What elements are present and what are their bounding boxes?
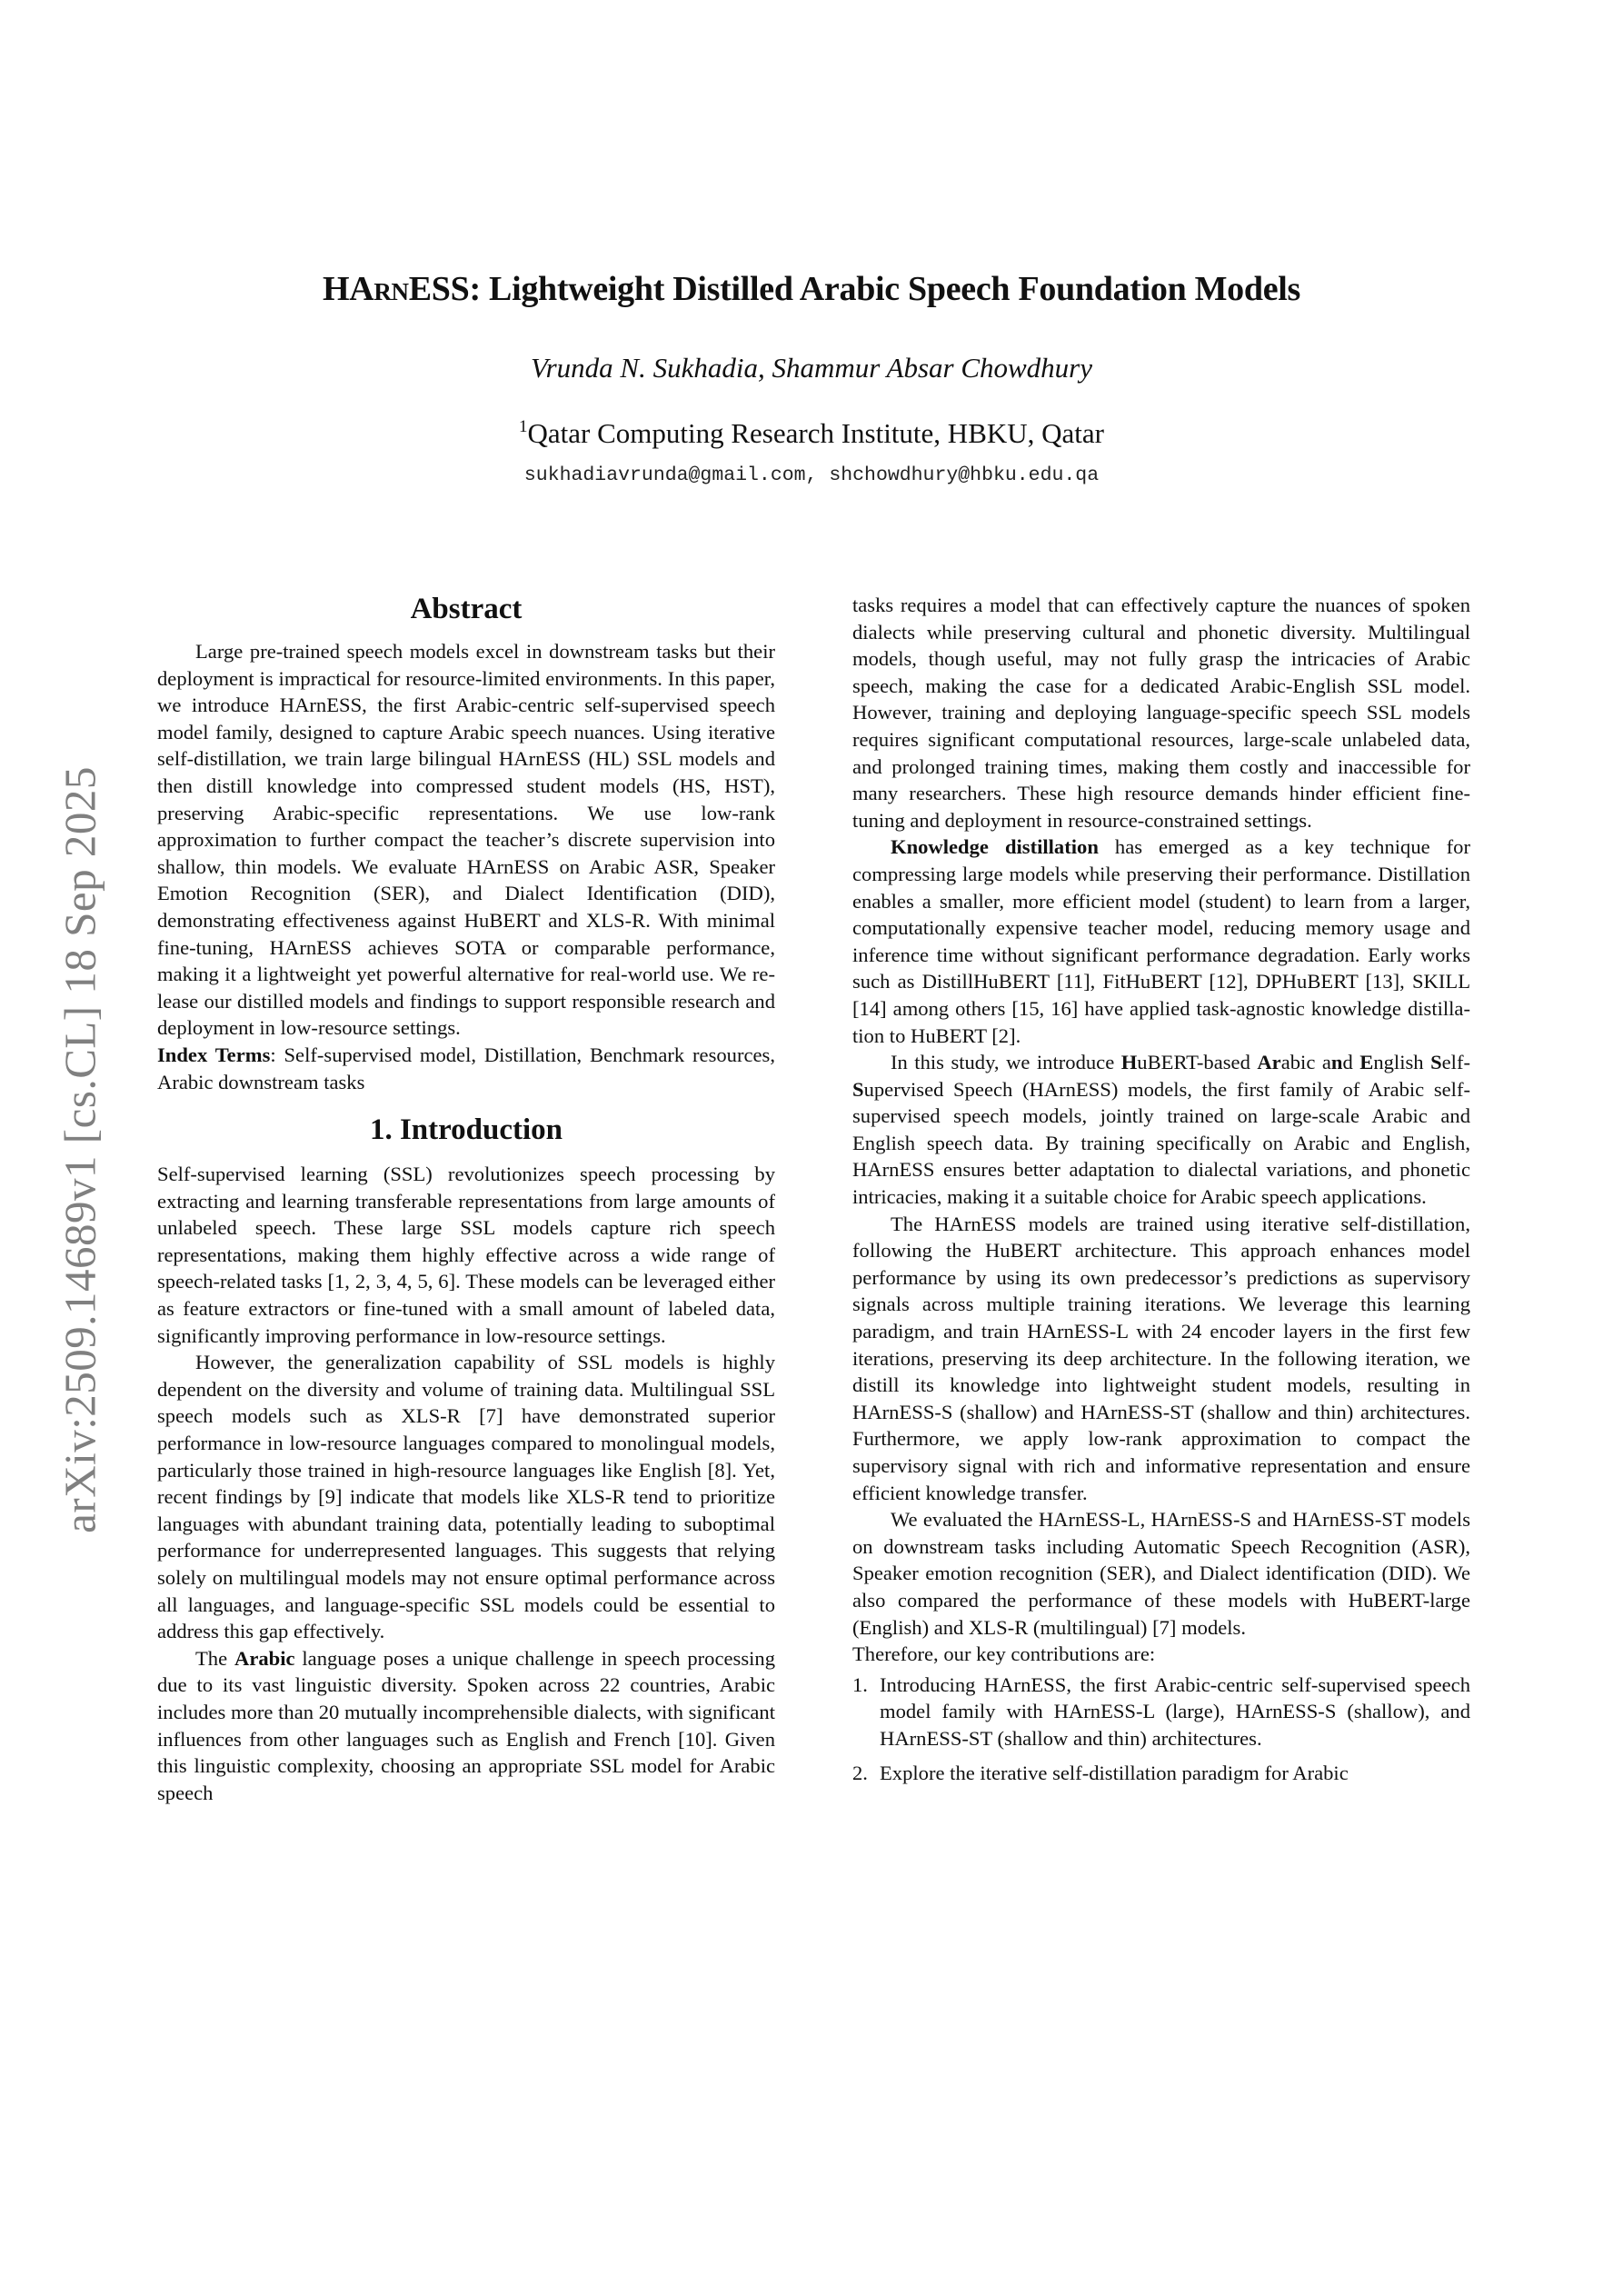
affiliation (0, 417, 1623, 450)
contribution-text: Explore the iterative self-distillation paradigm for Arabic (880, 1761, 1349, 1784)
title-acronym: HArnESS (322, 270, 470, 308)
intro-paragraph-6: The HArnESS models are trained using iterative self-distillation, following the HuBERT architecture. This approach enhances model performance by using its own predecessor’s predictions as supervisory signals across multiple training iterations. We leverage this learning paradigm, and train HArnESS-L with 24 encoder layers in the first few iterations, preserving its deep architecture. In the following iteration, we distill its knowledge into lightweight student models, resulting in HArnESS-S (shallow) and HArnESS-ST (shallow and thin) architectures. Furthermore, we apply low-rank approximation to compact the supervisory signal with rich and informative representation and ensure efficient knowledge transfer. (852, 1212, 1470, 1504)
acronym-letter: n (1330, 1051, 1343, 1074)
emphasis-arabic: Arabic (234, 1646, 295, 1670)
text-run: In this study, we introduce (891, 1051, 1121, 1074)
text-run: language poses a unique challenge in speech processing due to its vast linguistic diversity. Spoken across 22 countries, Arabic includes more than 20 mutually incomprehensible dialects, with significant influences from other languages such as English and French [10]. Given this linguistic complexity, choosing an appropriate SSL model for Arabic speech (157, 1646, 775, 1804)
intro-paragraph-3 (157, 1645, 775, 1807)
arxiv-identifier: arXiv:2509.14689v1 [cs.CL] 18 Sep 2025 (55, 766, 105, 1533)
left-column (157, 591, 775, 1806)
intro-paragraph-5 (852, 1049, 1470, 1211)
intro-paragraph-2: However, the generalization capability of SSL models is highly dependent on the diversity and volume of training data. Multilingual SSL speech models such as XLS-R [7] have demonstrated superior performance in low-resource languages compared to monolingual models, particularly those trained in high-resource languages like English [8]. Yet, recent findings by [9] indicate that models like XLS-R tend to prioritize languages with abundant training data, potentially leading to suboptimal performance for underrepresented languages. This suggests that relying solely on multilingual models may not ensure optimal performance across all languages, and language-specific SSL models could be essential to address this gap effectively. (157, 1351, 775, 1643)
affiliation-text: Qatar Computing Research Institute, HBKU, Qatar (527, 417, 1104, 449)
index-terms (157, 1042, 775, 1095)
intro-paragraph-4 (852, 834, 1470, 1049)
text-run: uBERT-based (1137, 1051, 1258, 1074)
index-terms-text: : Self-supervised model, Distillation, Benchmark resources, Arabic downstream tasks (157, 1043, 775, 1093)
paper-title (0, 269, 1623, 309)
list-number: 2. (852, 1761, 868, 1784)
title-text: : Lightweight Distilled Arabic Speech Foundation Models (469, 270, 1301, 308)
text-run: upervised Speech (HArnESS) models, the first family of Arabic self-supervised speech models, jointly trained on large-scale Arabic and English speech data. By training specifically on Arabic and English, HArnESS ensures better adaptation to dialectal variations, and phonetic intricacies, making it a suitable choice for Arabic speech applications. (852, 1077, 1470, 1209)
acronym-letter: Ar (1257, 1051, 1281, 1074)
author-emails[interactable]: sukhadiavrunda@gmail.com, shchowdhury@hbku.edu.qa (523, 464, 1100, 486)
text-run: nglish (1373, 1051, 1431, 1074)
intro-paragraph-8: Therefore, our key contributions are: (852, 1642, 1156, 1666)
intro-paragraph-3-continued: tasks requires a model that can effectively capture the nuances of spoken dialects while preserving cultural and phonetic diversity. Multilingual models, though useful, may not fully grasp the intricacies of Arabic speech, making the case for a dedicated Arabic-English SSL model. However, training and deploying language-specific speech SSL models requires significant computational resources, large-scale unlabeled data, and prolonged training times, making them costly and inaccessible for many researchers. These high resource demands hinder efficient fine-tuning and deployment in resource-constrained settings. (852, 594, 1470, 832)
arxiv-stamp (56, 677, 104, 1622)
emphasis-knowledge-distillation: Knowledge distillation (891, 835, 1099, 859)
list-number: 1. (852, 1672, 868, 1696)
contribution-text: Introducing HArnESS, the first Arabic-centric self-supervised speech model family with HArnESS-L (large), HArnESS-S (shallow), and HArnESS-ST (shallow and thin) architectures. (880, 1672, 1470, 1750)
abstract-body: Large pre-trained speech models excel in downstream tasks but their deployment is impractical for resource-limited environments. In this paper, we introduce HArnESS, the first Arabic-centric self-supervised speech model family, designed to capture Arabic speech nuances. Using iterative self-distillation, we train large bilingual HArnESS (HL) SSL models and then distill knowledge into compressed student models (HS, HST), preserving Arabic-specific representations. We use low-rank approximation to further compact the teacher’s discrete supervision into shallow, thin models. We evaluate HArnESS on Arabic ASR, Speaker Emotion Recognition (SER), and Dialect Identification (DID), demonstrating effectiveness against HuBERT and XLS-R. With minimal fine-tuning, HArnESS achieves SOTA or comparable performance, making it a lightweight yet powerful alternative for real-world use. We release our distilled models and findings to support responsible research and deployment in low-resource settings. (157, 640, 775, 1040)
abstract-heading: Abstract (410, 593, 523, 625)
acronym-letter: S (1430, 1051, 1442, 1074)
acronym-letter: S (852, 1077, 864, 1101)
text-run: has emerged as a key technique for compressing large models while preserving their performance. Distillation enables a smaller, more efficient model (student) to learn from a larger, computationally expensive teacher model, reducing memory usage and inference time without significant performance degradation. Early works such as DistillHuBERT [11], FitHuBERT [12], DPHuBERT [13], SKILL [14] among others [15, 16] have applied task-agnostic knowledge distillation to HuBERT [2]. (852, 835, 1470, 1047)
intro-paragraph-7: We evaluated the HArnESS-L, HArnESS-S and HArnESS-ST models on downstream tasks including Automatic Speech Recognition (ASR), Speaker emotion recognition (SER), and Dialect identification (DID). We also compared the performance of these models with HuBERT-large (English) and XLS-R (multilingual) [7] models. (852, 1508, 1470, 1639)
text-run: abic a (1280, 1051, 1331, 1074)
intro-paragraph-1: Self-supervised learning (SSL) revolutionizes speech processing by extracting and learning transferable representations from large amounts of unlabeled speech. These large SSL models capture rich speech representations, making them highly effective across a wide range of speech-related tasks [1, 2, 3, 4, 5, 6]. These models can be leveraged either as feature extractors or fine-tuned with a small amount of labeled data, significantly improving performance in low-resource settings. (157, 1163, 775, 1347)
index-terms-label: Index Terms (157, 1043, 271, 1066)
authors: Vrunda N. Sukhadia, Shammur Absar Chowdhury (530, 352, 1093, 384)
contributions-list (852, 1672, 1470, 1786)
text-run: d (1342, 1051, 1360, 1074)
acronym-letter: E (1359, 1051, 1374, 1074)
acronym-letter: H (1120, 1051, 1138, 1074)
contribution-item (852, 1760, 1470, 1787)
contribution-item (852, 1672, 1470, 1752)
affiliation-marker: 1 (519, 417, 528, 436)
introduction-heading: 1. Introduction (369, 1113, 563, 1147)
text-run: elf- (1441, 1051, 1470, 1074)
text-run: The (195, 1646, 234, 1670)
right-column (852, 592, 1470, 1793)
